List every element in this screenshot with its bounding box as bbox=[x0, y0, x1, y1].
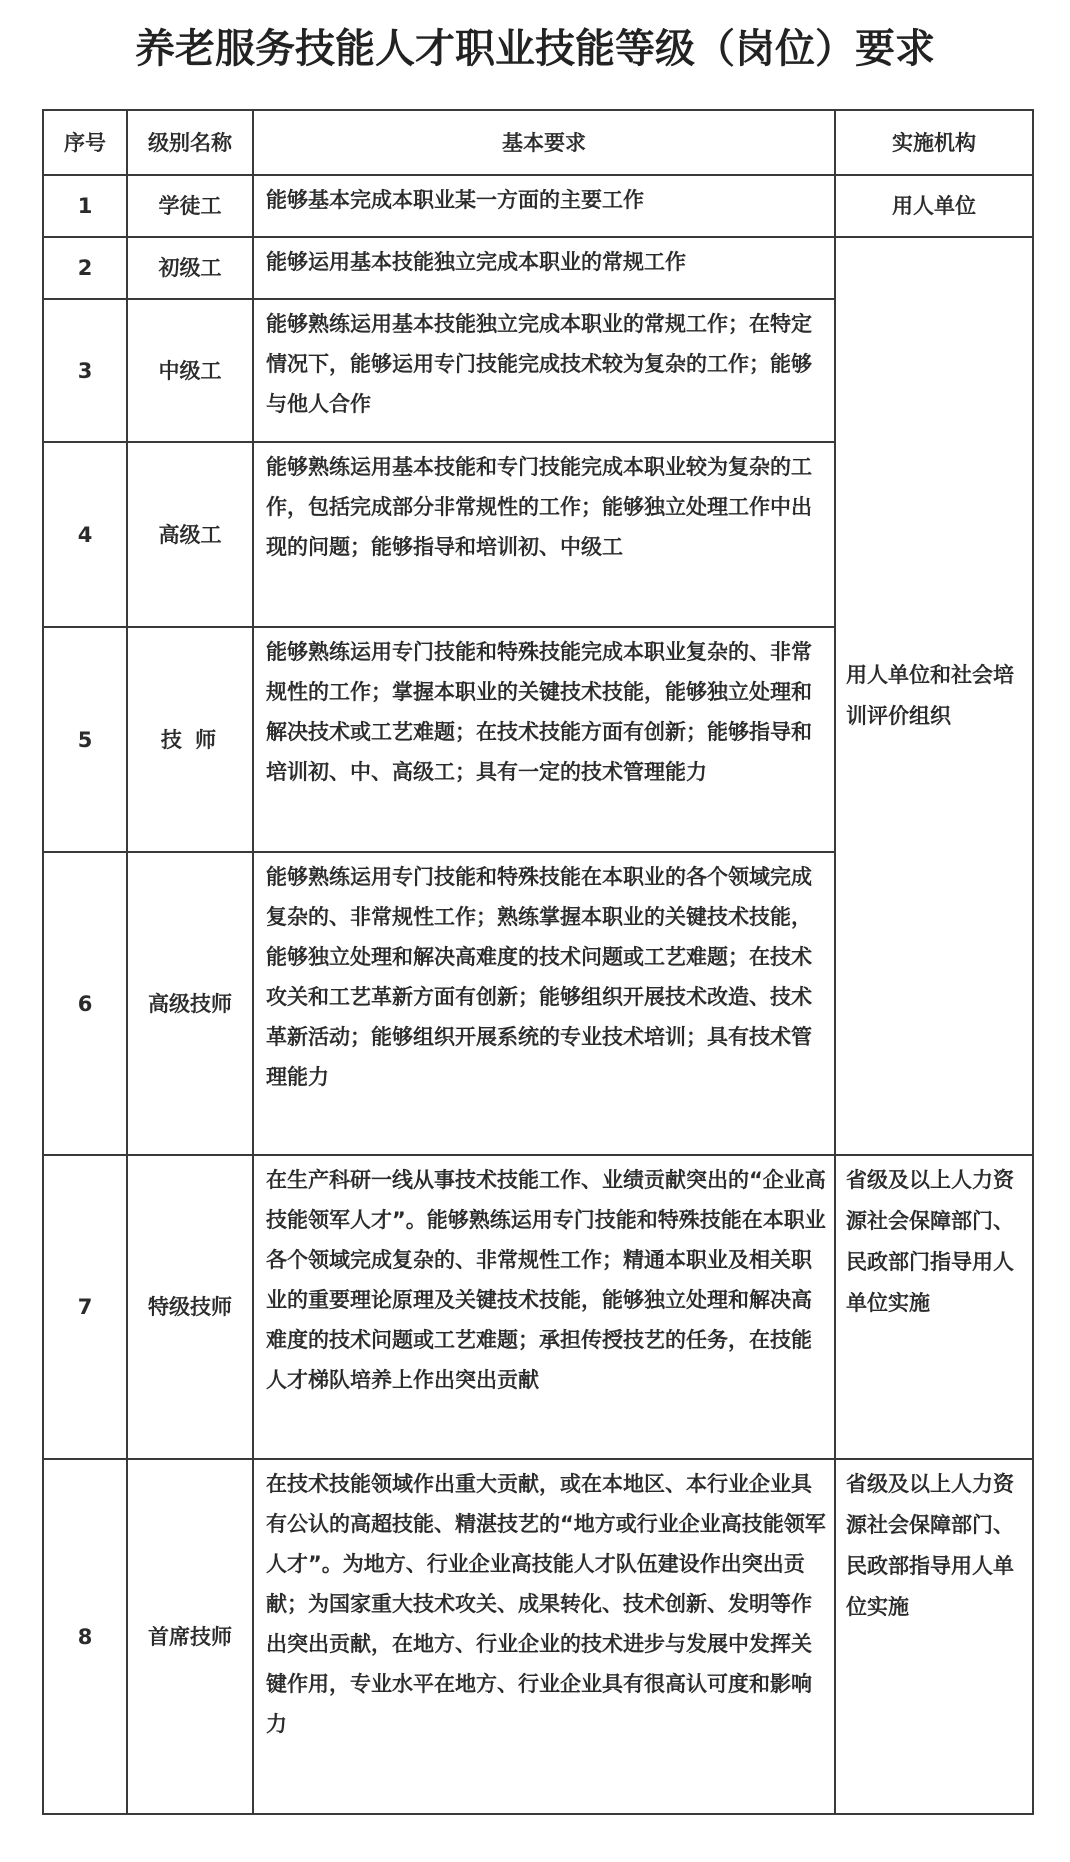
requirements-table bbox=[42, 109, 1034, 1815]
row-level: 学徒工 bbox=[127, 175, 253, 237]
page-title: 养老服务技能人才职业技能等级（岗位）要求 bbox=[135, 26, 935, 72]
header-requirement: 基本要求 bbox=[253, 110, 835, 175]
row-level: 高级工 bbox=[127, 442, 253, 627]
row-no: 4 bbox=[43, 442, 127, 627]
table-header-row bbox=[43, 110, 1033, 175]
row-org: 省级及以上人力资源社会保障部门、民政部指导用人单位实施 bbox=[835, 1459, 1033, 1814]
header-no: 序号 bbox=[43, 110, 127, 175]
row-requirement: 能够熟练运用基本技能和专门技能完成本职业较为复杂的工作，包括完成部分非常规性的工作；能够独立处理工作中出现的问题；能够指导和培训初、中级工 bbox=[253, 442, 835, 627]
row-level: 特级技师 bbox=[127, 1155, 253, 1459]
row-requirement: 在技术技能领域作出重大贡献，或在本地区、本行业企业具有公认的高超技能、精湛技艺的“地方或行业企业高技能领军人才”。为地方、行业企业高技能人才队伍建设作出突出贡献；为国家重大技术攻关、成果转化、技术创新、发明等作出突出贡献，在地方、行业企业的技术进步与发展中发挥关键作用，专业水平在地方、行业企业具有很高认可度和影响力 bbox=[253, 1459, 835, 1814]
row-requirement: 能够运用基本技能独立完成本职业的常规工作 bbox=[253, 237, 835, 299]
row-no: 6 bbox=[43, 852, 127, 1155]
row-level: 中级工 bbox=[127, 299, 253, 442]
row-requirement: 在生产科研一线从事技术技能工作、业绩贡献突出的“企业高技能领军人才”。能够熟练运用专门技能和特殊技能在本职业各个领域完成复杂的、非常规性工作；精通本职业及相关职业的重要理论原理及关键技术技能，能够独立处理和解决高难度的技术问题或工艺难题；承担传授技艺的任务，在技能人才梯队培养上作出突出贡献 bbox=[253, 1155, 835, 1459]
row-level: 技 师 bbox=[127, 627, 253, 852]
row-org-merged: 用人单位和社会培训评价组织 bbox=[835, 237, 1033, 1155]
row-requirement: 能够熟练运用专门技能和特殊技能在本职业的各个领域完成复杂的、非常规性工作；熟练掌握本职业的关键技术技能，能够独立处理和解决高难度的技术问题或工艺难题；在技术攻关和工艺革新方面有创新；能够组织开展技术改造、技术革新活动；能够组织开展系统的专业技术培训；具有技术管理能力 bbox=[253, 852, 835, 1155]
table-row bbox=[43, 237, 1033, 299]
table-row bbox=[43, 175, 1033, 237]
row-no: 7 bbox=[43, 1155, 127, 1459]
row-requirement: 能够熟练运用专门技能和特殊技能完成本职业复杂的、非常规性的工作；掌握本职业的关键技术技能，能够独立处理和解决技术或工艺难题；在技术技能方面有创新；能够指导和培训初、中、高级工；具有一定的技术管理能力 bbox=[253, 627, 835, 852]
row-no: 3 bbox=[43, 299, 127, 442]
row-level: 初级工 bbox=[127, 237, 253, 299]
row-requirement: 能够熟练运用基本技能独立完成本职业的常规工作；在特定情况下，能够运用专门技能完成技术较为复杂的工作；能够与他人合作 bbox=[253, 299, 835, 442]
row-org: 省级及以上人力资源社会保障部门、民政部门指导用人单位实施 bbox=[835, 1155, 1033, 1459]
header-org: 实施机构 bbox=[835, 110, 1033, 175]
table-row bbox=[43, 1155, 1033, 1459]
header-level: 级别名称 bbox=[127, 110, 253, 175]
row-no: 1 bbox=[43, 175, 127, 237]
table-row bbox=[43, 1459, 1033, 1814]
row-no: 8 bbox=[43, 1459, 127, 1814]
row-level: 首席技师 bbox=[127, 1459, 253, 1814]
row-level: 高级技师 bbox=[127, 852, 253, 1155]
row-no: 2 bbox=[43, 237, 127, 299]
row-requirement: 能够基本完成本职业某一方面的主要工作 bbox=[253, 175, 835, 237]
row-org: 用人单位 bbox=[835, 175, 1033, 237]
row-no: 5 bbox=[43, 627, 127, 852]
